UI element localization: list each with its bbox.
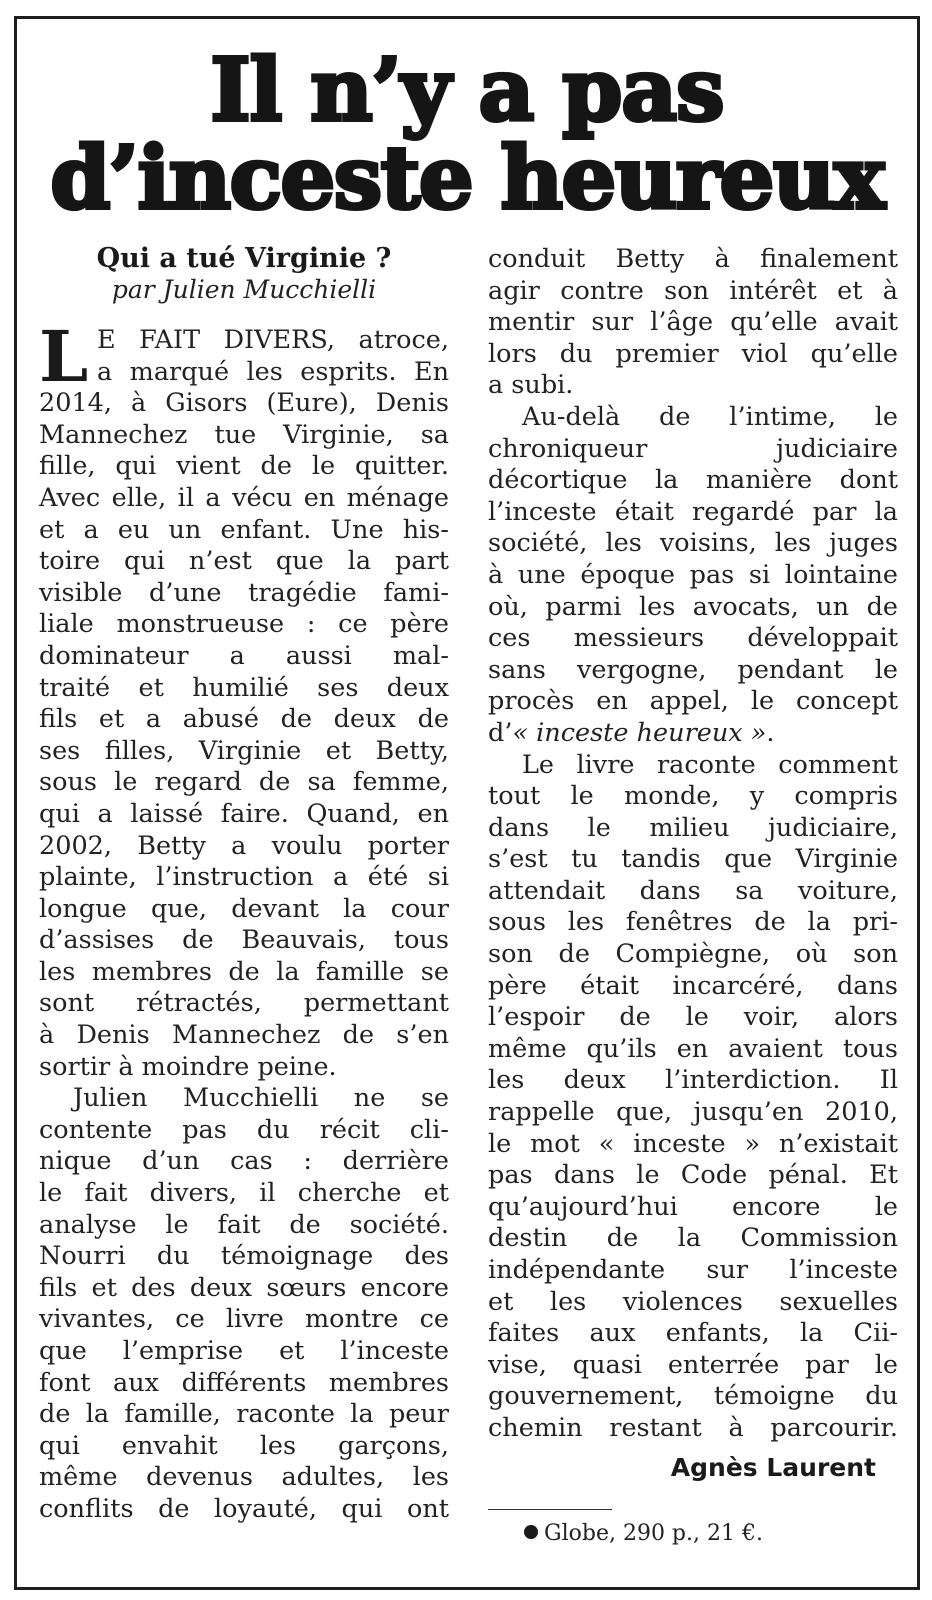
text-line: indépendante sur l’inceste bbox=[488, 1255, 898, 1285]
text-line: le mot « inceste » n’existait bbox=[488, 1128, 898, 1159]
text-line-content: d’ bbox=[488, 717, 513, 748]
text-line: fils et a abusé de deux de bbox=[39, 704, 449, 735]
text-line: Le livre raconte comment bbox=[522, 749, 898, 780]
text-line: conflits de loyauté, qui ont bbox=[39, 1493, 449, 1524]
text-line: a marqué les esprits. En bbox=[97, 356, 449, 387]
text-line: Julien Mucchielli ne se bbox=[73, 1083, 449, 1114]
text-line: 2014, à Gisors (Eure), Denis bbox=[39, 388, 449, 419]
text-line: font aux différents membres bbox=[39, 1367, 449, 1398]
text-line: qui envahit les garçons, bbox=[39, 1430, 449, 1461]
drop-cap: L bbox=[39, 315, 89, 398]
text-line: ces messieurs développait bbox=[488, 623, 898, 654]
text-line: sont rétractés, permettant bbox=[39, 988, 449, 1019]
text-line: procès en appel, le concept bbox=[488, 686, 898, 717]
text-line: tout le monde, y compris bbox=[488, 781, 898, 812]
headline-line-2: d’inceste heureux bbox=[50, 128, 884, 229]
text-line: longue que, devant la cour bbox=[39, 893, 449, 924]
author-signature: Agnès Laurent bbox=[670, 1452, 876, 1482]
text-line: traité et humilié ses deux bbox=[39, 672, 449, 703]
text-line-content: E FAIT DIVERS, atroce, bbox=[97, 325, 449, 355]
text-line: a subi. bbox=[488, 370, 574, 401]
article-frame bbox=[14, 16, 920, 1590]
text-line: qui a laissé faire. Quand, en bbox=[39, 798, 449, 829]
text-line: les deux l’interdiction. Il bbox=[488, 1065, 898, 1096]
text-line bbox=[488, 718, 898, 750]
text-line: même qu’ils en avaient tous bbox=[488, 1033, 898, 1064]
text-line: conduit Betty à finalement bbox=[488, 244, 898, 274]
text-line: Avec elle, il a vécu en ménage bbox=[39, 482, 449, 513]
text-line: le fait divers, il cherche et bbox=[39, 1178, 449, 1209]
text-line: l’inceste était regardé par la bbox=[488, 496, 898, 527]
text-line: père était incarcéré, dans bbox=[488, 970, 898, 1001]
right-column bbox=[488, 244, 898, 1548]
text-line: de la famille, raconte la peur bbox=[39, 1399, 449, 1430]
headline bbox=[17, 40, 917, 229]
text-line: gouvernement, témoigne du bbox=[488, 1381, 898, 1412]
left-column-text bbox=[39, 315, 449, 1526]
text-line: vivantes, ce livre montre ce bbox=[39, 1304, 449, 1335]
text-line: rappelle que, jusqu’en 2010, bbox=[488, 1097, 898, 1128]
text-line: les membres de la famille se bbox=[39, 956, 449, 987]
book-source-text: Globe, 290 p., 21 €. bbox=[544, 1520, 763, 1546]
text-line: sous les fenêtres de la pri- bbox=[488, 907, 898, 938]
text-line: dominateur a aussi mal- bbox=[39, 640, 449, 671]
text-line: pas dans le Code pénal. Et bbox=[488, 1160, 898, 1191]
text-line-content: . bbox=[766, 717, 775, 748]
text-line: sous le regard de sa femme, bbox=[39, 767, 449, 798]
text-line: destin de la Commission bbox=[488, 1223, 898, 1254]
text-line: décortique la manière dont bbox=[488, 465, 898, 496]
text-line: à une époque pas si lointaine bbox=[488, 559, 898, 590]
text-line: Nourri du témoignage des bbox=[39, 1241, 449, 1272]
text-line: attendait dans sa voiture, bbox=[488, 875, 898, 906]
quoted-term: « inceste heureux » bbox=[512, 717, 767, 748]
text-line: nique d’un cas : derrière bbox=[39, 1146, 449, 1177]
text-line: Au-delà de l’intime, le bbox=[522, 401, 898, 432]
text-line: où, parmi les avocats, un de bbox=[488, 591, 898, 622]
text-line: d’assises de Beauvais, tous bbox=[39, 925, 449, 956]
text-line: fille, qui vient de le quitter. bbox=[39, 451, 449, 482]
text-line: ses filles, Virginie et Betty, bbox=[39, 735, 449, 766]
text-line: son de Compiègne, où son bbox=[488, 939, 898, 970]
book-title: Qui a tué Virginie ? bbox=[96, 243, 392, 274]
text-line: contente pas du récit cli- bbox=[39, 1114, 449, 1145]
bullet-icon bbox=[524, 1525, 538, 1539]
text-line: faites aux enfants, la Cii- bbox=[488, 1318, 898, 1349]
text-line: vise, quasi enterrée par le bbox=[488, 1349, 898, 1380]
text-line: agir contre son intérêt et à bbox=[488, 275, 898, 306]
text-line: mentir sur l’âge qu’elle avait bbox=[488, 307, 898, 338]
text-line: qu’aujourd’hui encore le bbox=[488, 1191, 898, 1222]
text-line: l’espoir de le voir, alors bbox=[488, 1002, 898, 1033]
text-line: s’est tu tandis que Virginie bbox=[488, 844, 898, 875]
text-line: 2002, Betty a voulu porter bbox=[39, 830, 449, 861]
text-line: à Denis Mannechez de s’en bbox=[39, 1020, 449, 1051]
text-line: plainte, l’instruction a été si bbox=[39, 862, 449, 893]
text-line: sortir à moindre peine. bbox=[39, 1051, 337, 1082]
text-line: même devenus adultes, les bbox=[39, 1462, 449, 1493]
text-line: dans le milieu judiciaire, bbox=[488, 812, 898, 843]
text-line: liale monstrueuse : ce père bbox=[39, 609, 449, 640]
divider bbox=[488, 1509, 612, 1510]
text-line: visible d’une tragédie fami- bbox=[39, 577, 449, 608]
headline-line-1: Il n’y a pas bbox=[210, 40, 724, 141]
text-line: et les violences sexuelles bbox=[488, 1286, 898, 1317]
book-source-info bbox=[488, 1520, 898, 1548]
text-line: toire qui n’est que la part bbox=[39, 546, 449, 577]
text-line: lors du premier viol qu’elle bbox=[488, 338, 898, 369]
text-line: chroniqueur judiciaire bbox=[488, 433, 898, 464]
book-author: par Julien Mucchielli bbox=[111, 275, 377, 304]
text-line: société, les voisins, les juges bbox=[488, 528, 898, 559]
left-column bbox=[39, 243, 449, 1526]
text-line: que l’emprise et l’inceste bbox=[39, 1336, 449, 1366]
text-line: fils et des deux sœurs encore bbox=[39, 1272, 449, 1303]
text-line: sans vergogne, pendant le bbox=[488, 654, 898, 685]
text-line: chemin restant à parcourir. bbox=[488, 1412, 898, 1443]
text-line: analyse le fait de société. bbox=[39, 1209, 449, 1240]
text-line: Mannechez tue Virginie, sa bbox=[39, 419, 449, 450]
text-line: et a eu un enfant. Une his- bbox=[39, 514, 449, 545]
